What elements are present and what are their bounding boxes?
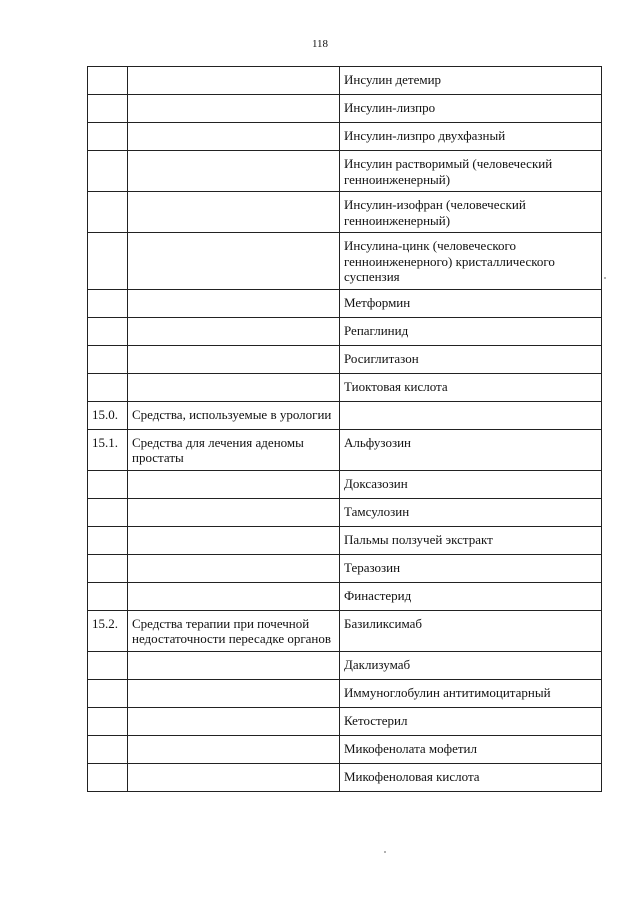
code-cell <box>88 95 128 123</box>
drug-cell: Метформин <box>340 289 602 317</box>
group-cell <box>128 526 340 554</box>
drug-cell: Тиоктовая кислота <box>340 373 602 401</box>
table-row <box>88 582 602 610</box>
group-cell <box>128 651 340 679</box>
table-row <box>88 470 602 498</box>
table-row <box>88 679 602 707</box>
code-cell: 15.1. <box>88 429 128 470</box>
group-cell <box>128 763 340 791</box>
table-row <box>88 401 602 429</box>
table-row <box>88 192 602 233</box>
drug-cell: Доксазозин <box>340 470 602 498</box>
table-row <box>88 123 602 151</box>
drug-cell: Инсулин-лизпро двухфазный <box>340 123 602 151</box>
drug-cell: Альфузозин <box>340 429 602 470</box>
drug-list-table <box>87 66 602 792</box>
table-row <box>88 345 602 373</box>
code-cell <box>88 679 128 707</box>
code-cell <box>88 498 128 526</box>
group-cell: Средства, используемые в урологии <box>128 401 340 429</box>
group-cell <box>128 289 340 317</box>
code-cell <box>88 470 128 498</box>
group-cell <box>128 95 340 123</box>
code-cell <box>88 582 128 610</box>
code-cell <box>88 707 128 735</box>
code-cell <box>88 763 128 791</box>
drug-cell: Пальмы ползучей экстракт <box>340 526 602 554</box>
drug-cell: Росиглитазон <box>340 345 602 373</box>
drug-cell: Иммуноглобулин антитимоцитарный <box>340 679 602 707</box>
group-cell: Средства терапии при почечной недостаточности пересадке органов <box>128 610 340 651</box>
code-cell <box>88 526 128 554</box>
code-cell <box>88 735 128 763</box>
table-row <box>88 763 602 791</box>
group-cell <box>128 679 340 707</box>
scan-speck <box>384 851 386 853</box>
code-cell <box>88 233 128 290</box>
table-row <box>88 233 602 290</box>
table-row <box>88 95 602 123</box>
code-cell <box>88 123 128 151</box>
drug-cell: Инсулин детемир <box>340 67 602 95</box>
table-row <box>88 373 602 401</box>
group-cell: Средства для лечения аденомы простаты <box>128 429 340 470</box>
drug-cell: Микофеноловая кислота <box>340 763 602 791</box>
group-cell <box>128 498 340 526</box>
drug-cell: Репаглинид <box>340 317 602 345</box>
group-cell <box>128 151 340 192</box>
table-row <box>88 651 602 679</box>
group-cell <box>128 192 340 233</box>
code-cell <box>88 192 128 233</box>
drug-cell: Даклизумаб <box>340 651 602 679</box>
table-body <box>88 67 602 792</box>
drug-cell: Базиликсимаб <box>340 610 602 651</box>
table-row <box>88 707 602 735</box>
drug-cell: Инсулин-лизпро <box>340 95 602 123</box>
group-cell <box>128 345 340 373</box>
group-cell <box>128 470 340 498</box>
scan-speck <box>604 277 606 279</box>
drug-cell: Теразозин <box>340 554 602 582</box>
table-row <box>88 735 602 763</box>
group-cell <box>128 67 340 95</box>
table-row <box>88 526 602 554</box>
group-cell <box>128 707 340 735</box>
page-number: 118 <box>311 38 329 50</box>
code-cell <box>88 345 128 373</box>
drug-cell: Инсулина-цинк (человеческого генноинженерного) кристаллического суспензия <box>340 233 602 290</box>
group-cell <box>128 735 340 763</box>
table-row <box>88 554 602 582</box>
code-cell <box>88 554 128 582</box>
drug-cell <box>340 401 602 429</box>
drug-cell: Тамсулозин <box>340 498 602 526</box>
drug-cell: Инсулин растворимый (человеческий генноинженерный) <box>340 151 602 192</box>
code-cell <box>88 317 128 345</box>
table-row <box>88 151 602 192</box>
code-cell <box>88 67 128 95</box>
table-row <box>88 317 602 345</box>
table-row <box>88 289 602 317</box>
code-cell <box>88 651 128 679</box>
table-row <box>88 498 602 526</box>
group-cell <box>128 373 340 401</box>
group-cell <box>128 317 340 345</box>
drug-cell: Микофенолата мофетил <box>340 735 602 763</box>
group-cell <box>128 554 340 582</box>
table-row <box>88 429 602 470</box>
group-cell <box>128 233 340 290</box>
code-cell <box>88 151 128 192</box>
drug-cell: Кетостерил <box>340 707 602 735</box>
group-cell <box>128 123 340 151</box>
drug-cell: Инсулин-изофран (человеческий генноинженерный) <box>340 192 602 233</box>
table-row <box>88 67 602 95</box>
drug-cell: Финастерид <box>340 582 602 610</box>
code-cell: 15.2. <box>88 610 128 651</box>
code-cell <box>88 373 128 401</box>
table-row <box>88 610 602 651</box>
code-cell <box>88 289 128 317</box>
code-cell: 15.0. <box>88 401 128 429</box>
group-cell <box>128 582 340 610</box>
